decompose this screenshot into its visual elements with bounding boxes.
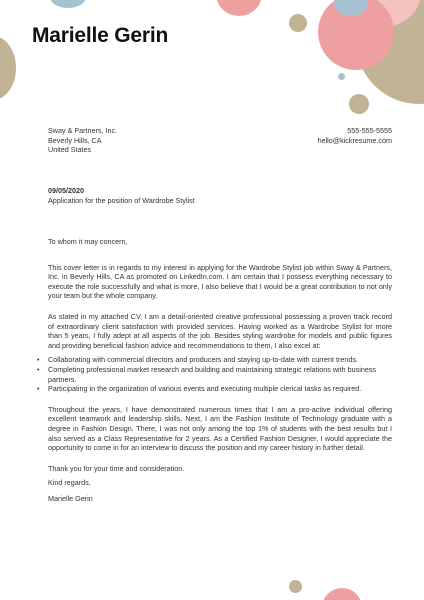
paragraph-intro: This cover letter is in regards to my interest in applying for the Wardrobe Stylist job within Sway & Partners, Inc. in Beverly Hills, CA as promoted on LinkedIn.com. I am certain that I possess everything necessary to execute the role successfully and what is more, I also believe that I would be a great contribution to not only your team but the whole company. bbox=[48, 262, 392, 301]
letter-date: 09/05/2020 bbox=[48, 186, 84, 195]
paragraph-education: Throughout the years, I have demonstrated numerous times that I am a pro-active individual offering excellent teamwork and leadership skills. Next, I am the Fashion Institute of Technology graduate with a degree in Fashion Design. There, I was not only among the top 1% of students with the best results but I also served as a Class Representative for 2 years. As a Certified Fashion Designer, I would appreciate the opportunity to come in for an interview to discuss the position and my career history in further detail. bbox=[48, 404, 392, 453]
applicant-name: Marielle Gerin bbox=[32, 24, 169, 47]
paragraph-experience: As stated in my attached CV, I am a detail-oriented creative professional possessing a proven track record of extraordinary client satisfaction with provided services. Having worked as a Wardrobe Stylist for more than 5 years, I fully adept at all aspects of the job. Besides styling wardrobe for models and public figures and providing beneficial fashion advice and recommendations to them, I also excel at: bbox=[48, 311, 392, 350]
skills-list bbox=[48, 355, 392, 393]
signature: Marielle Gerin bbox=[48, 494, 93, 503]
salutation: To whom it may concern, bbox=[48, 237, 128, 246]
list-item: • Collaborating with commercial directors and producers and staying up-to-date with current trends. bbox=[48, 355, 392, 365]
thanks-line: Thank you for your time and consideration. bbox=[48, 463, 185, 473]
recipient-company: Sway & Partners, Inc. bbox=[48, 126, 118, 135]
list-item: • Completing professional market research and building and maintaining strategic relations with business partners. bbox=[48, 365, 392, 384]
contact-phone: 555-555-5555 bbox=[347, 126, 392, 135]
decorative-circle-blue-top bbox=[50, 0, 86, 8]
decorative-circle-tan-medium bbox=[349, 94, 369, 114]
letter-body bbox=[48, 237, 392, 484]
letter-subject: Application for the position of Wardrobe Stylist bbox=[48, 196, 195, 205]
recipient-address bbox=[48, 126, 117, 155]
decorative-circle-pink-top bbox=[216, 0, 262, 16]
decorative-circle-blue-dot bbox=[338, 73, 345, 80]
decorative-circle-pink-bottom bbox=[322, 588, 362, 600]
decorative-circle-tan-bottom bbox=[289, 580, 302, 593]
decorative-circle-tan-left bbox=[0, 36, 16, 100]
contact-email: hello@kickresume.com bbox=[317, 135, 392, 145]
decorative-circle-tan-small bbox=[289, 14, 307, 32]
list-item: • Participating in the organization of various events and executing multiple clerical tasks as required. bbox=[48, 384, 392, 394]
recipient-country: United States bbox=[48, 145, 92, 155]
recipient-city: Beverly Hills, CA bbox=[48, 135, 102, 145]
contact-info bbox=[318, 126, 392, 145]
closing: Kind regards, bbox=[48, 478, 91, 487]
